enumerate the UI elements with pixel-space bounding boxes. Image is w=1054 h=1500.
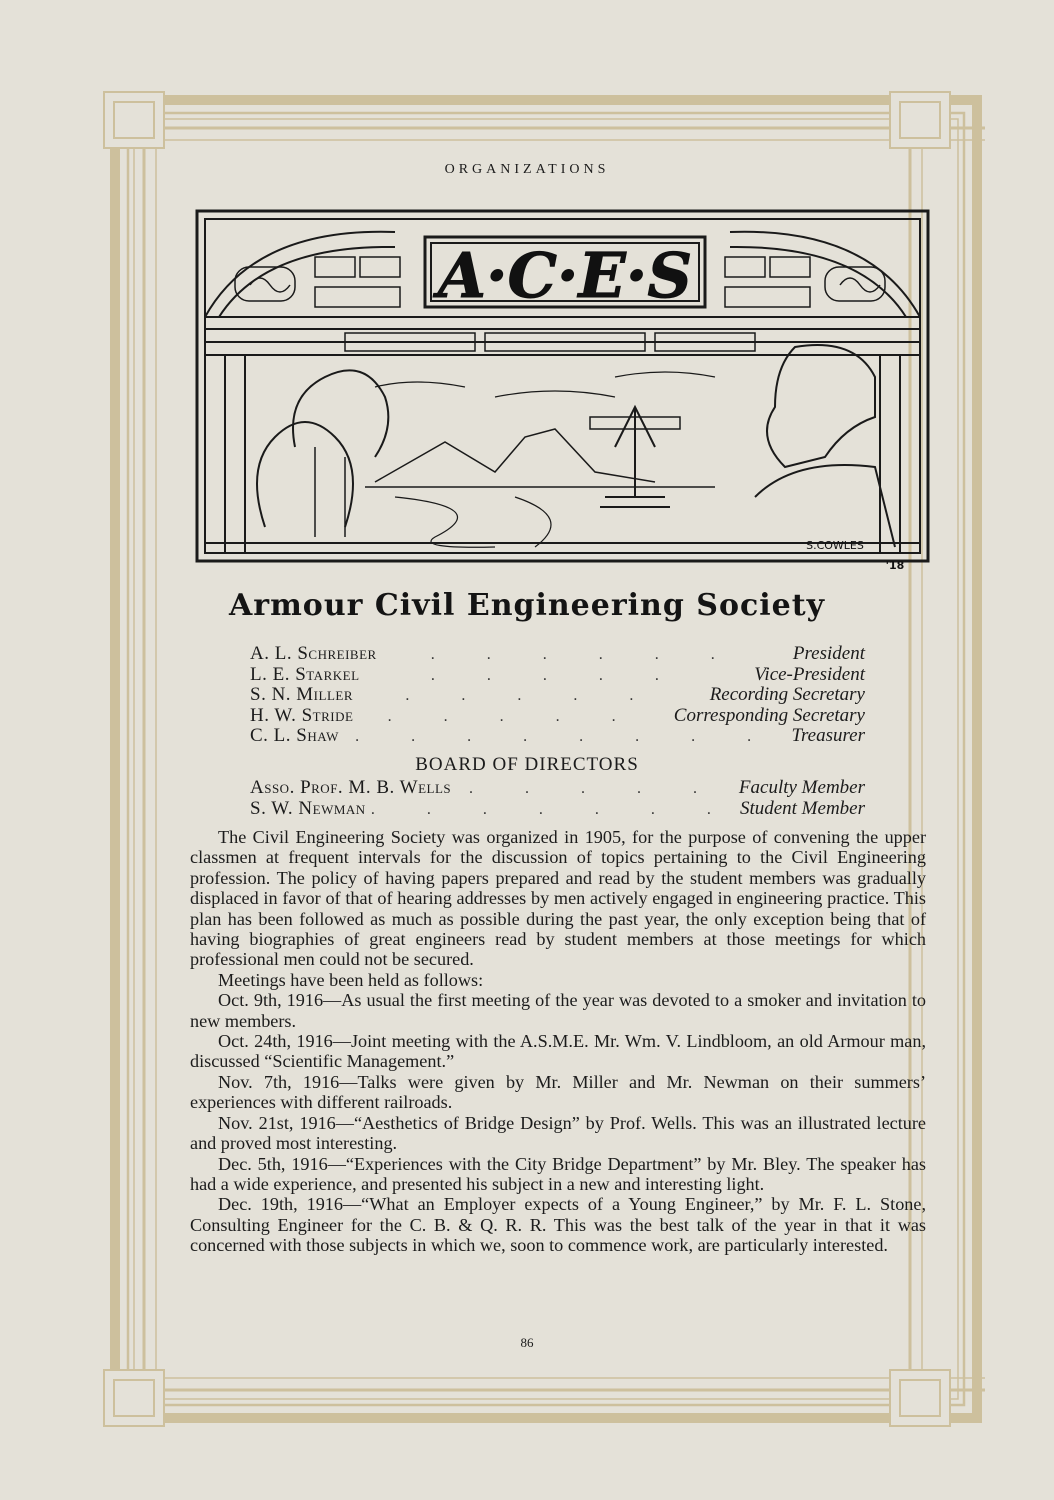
- paragraph: Dec. 5th, 1916—“Experiences with the City Bridge Department” by Mr. Bley. The speaker has had a wide experience, and presented his subject in a new and interesting light.: [190, 1153, 926, 1194]
- paragraph: Oct. 9th, 1916—As usual the first meeting of the year was devoted to a smoker and invitation to new members.: [190, 990, 926, 1031]
- officers-list: [250, 644, 865, 747]
- officer-name: C. L. Shaw: [250, 725, 339, 747]
- board-member-name: Asso. Prof. M. B. Wells: [250, 777, 452, 798]
- officer-role: Treasurer: [791, 725, 865, 747]
- society-title: Armour Civil Engineering Society: [228, 588, 826, 623]
- board-member-role: Faculty Member: [738, 777, 865, 798]
- aces-illustration: [195, 197, 930, 575]
- officer-name: L. E. Starkel: [250, 663, 360, 685]
- board-row: S. W. Newman . . . . . . . Student Member: [250, 797, 865, 819]
- officer-name: S. N. Miller: [250, 684, 354, 706]
- officer-role: Vice-President: [754, 663, 865, 685]
- officer-role: President: [792, 643, 865, 664]
- paragraph: Nov. 21st, 1916—“Aesthetics of Bridge Design” by Prof. Wells. This was an illustrated lecture and proved most interesting.: [190, 1112, 926, 1154]
- year-mark: '18: [885, 559, 905, 572]
- officer-row: H. W. Stride . . . . . Corresponding Secretary: [250, 704, 865, 726]
- officer-role: Corresponding Secretary: [673, 704, 865, 726]
- officer-row: C. L. Shaw . . . . . . . . Treasurer: [250, 725, 865, 747]
- aces-banner-text: A·C·E·S: [437, 239, 693, 312]
- officer-name: A. L. Schreiber: [250, 643, 377, 664]
- body-text: [190, 827, 926, 1256]
- paragraph: Dec. 19th, 1916—“What an Employer expects of a Young Engineer,” by Mr. F. L. Stone, Consulting Engineer for the C. B. & Q. R. R. This was the best talk of the year in that it was concerned with those subjects in which we, soon to commence work, are particularly interested.: [190, 1194, 926, 1256]
- officer-row: A. L. Schreiber . . . . . . President: [250, 643, 865, 664]
- officer-row: L. E. Starkel . . . . . Vice-President: [250, 663, 865, 685]
- paragraph: Oct. 24th, 1916—Joint meeting with the A.S.M.E. Mr. Wm. V. Lindbloom, an old Armour man, discussed “Scientific Management.”: [190, 1031, 926, 1072]
- officer-role: Recording Secretary: [709, 684, 865, 706]
- page-header: ORGANIZATIONS: [444, 162, 610, 177]
- paragraph: The Civil Engineering Society was organized in 1905, for the purpose of convening the upper classmen at frequent intervals for the discussion of topics pertaining to the Civil Engineering profession. The policy of having papers prepared and read by the student members was gradually displaced in favor of that of hearing addresses by men actively engaged in engineering practice. This plan has been followed as much as possible during the past year, the only exception being that of having biographies of great engineers read by student members at those meetings for which professional men could not be secured.: [190, 827, 926, 970]
- board-member-role: Student Member: [739, 797, 865, 819]
- board-member-name: S. W. Newman: [250, 797, 366, 819]
- board-list: [250, 778, 865, 819]
- officer-name: H. W. Stride: [250, 704, 354, 726]
- page-number: 86: [520, 1335, 534, 1350]
- artist-signature: S.COWLES: [806, 539, 864, 552]
- paragraph: Meetings have been held as follows:: [218, 969, 484, 990]
- paragraph: Nov. 7th, 1916—Talks were given by Mr. Miller and Mr. Newman on their summers’ experiences with different railroads.: [190, 1071, 926, 1113]
- board-heading: BOARD OF DIRECTORS: [415, 754, 639, 775]
- officer-row: S. N. Miller . . . . . Recording Secretary: [250, 684, 865, 706]
- board-row: Asso. Prof. M. B. Wells . . . . . Faculty Member: [250, 777, 865, 798]
